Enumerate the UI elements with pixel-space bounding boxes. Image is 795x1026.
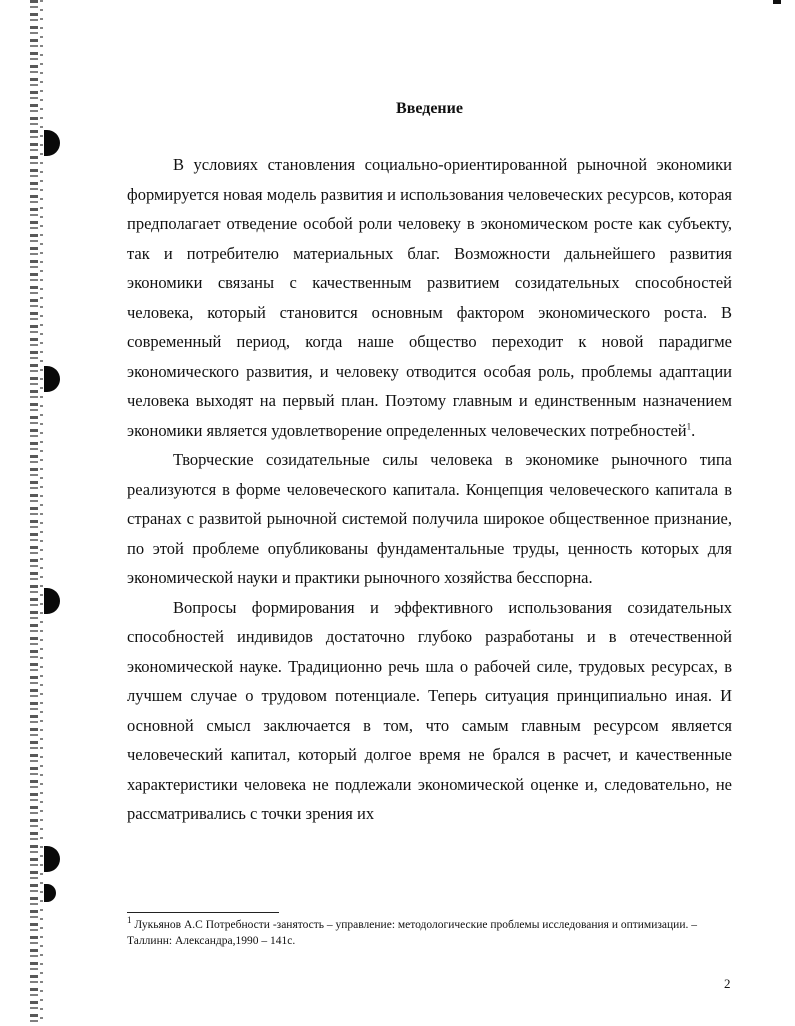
punch-hole (44, 846, 60, 872)
scan-corner-mark (773, 0, 781, 4)
footnote-divider (127, 912, 279, 913)
footnote-marker: 1 (127, 915, 132, 926)
scan-binding-edge (30, 0, 38, 1026)
punch-hole (44, 366, 60, 392)
punch-hole (44, 884, 56, 902)
scan-binding-edge-inner (40, 0, 43, 1026)
paragraph-text: В условиях становления социально-ориентированной рыночной экономики формируется новая модель развития и использования человеческих ресурсов, которая предполагает отведение особой роли человеку в экономическом росте как субъекту, так и потребителю материальных благ. Возможности дальнейшего развития экономики связаны с качественным развитием созидательных способностей человека, который становится основным фактором экономического роста. В современный период, когда наше общество переходит к новой парадигме экономического развития, и человеку отводится особая роль, проблемы адаптации человека выходят на первый план. Поэтому главным и единственным назначением экономики является удовлетворение определенных человеческих потребностей (127, 155, 732, 440)
footnote-text: Лукьянов А.С Потребности -занятость – управление: методологические проблемы исследования и оптимизации. –Таллинн: Александра,1990 – 141с. (127, 919, 697, 947)
page-number: 2 (724, 976, 731, 991)
paragraph: Творческие созидательные силы человека в экономике рыночного типа реализуются в форме человеческого капитала. Концепция человеческого капитала в странах с развитой рыночной системой получила широкое общественное признание, по этой проблеме опубликованы фундаментальные труды, ценность которых для экономической науки и практики рыночного хозяйства бесспорна. (127, 450, 732, 587)
paragraph: Вопросы формирования и эффективного использования созидательных способностей индивидов достаточно глубоко разработаны и в отечественной экономической науке. Традиционно речь шла о рабочей силе, трудовых ресурсах, в лучшем случае о трудовом потенциале. Теперь ситуация принципиально иная. И основной смысл заключается в том, что самым главным ресурсом является человеческий капитал, который долгое время не брался в расчет, и качественные характеристики человека не подлежали экономической оценке и, следовательно, не рассматривались с точки зрения их (127, 597, 732, 823)
footnote (127, 917, 727, 949)
paragraph-end: . (691, 420, 696, 440)
footnote-reference: 1 (686, 421, 692, 431)
punch-hole (44, 588, 60, 614)
paragraph (127, 150, 732, 445)
punch-hole (44, 130, 60, 156)
body-text (127, 150, 732, 829)
page-title: Введение (396, 100, 463, 117)
